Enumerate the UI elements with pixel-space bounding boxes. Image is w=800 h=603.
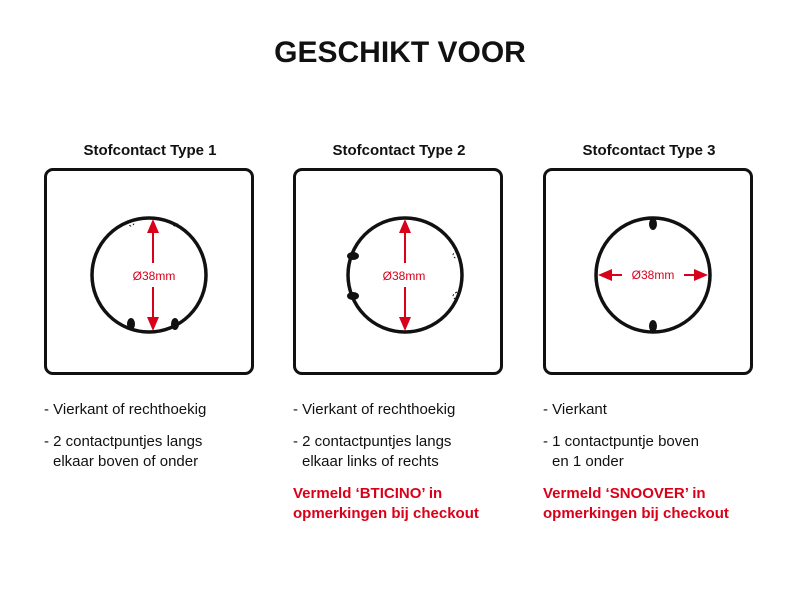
socket-type-2-description bbox=[293, 400, 533, 524]
socket-type-1-description bbox=[44, 400, 284, 484]
socket-type-1-heading: Stofcontact Type 1 bbox=[83, 142, 217, 159]
diameter-label: Ø38mm bbox=[631, 268, 675, 282]
socket-type-3-diagram bbox=[546, 171, 750, 371]
bullet-contacts: - 1 contactpuntje boven en 1 onder bbox=[543, 433, 699, 470]
checkout-note: Vermeld ‘SNOOVER’ in opmerkingen bij checkout bbox=[543, 485, 729, 522]
socket-type-1-card bbox=[44, 142, 264, 470]
socket-plate-diagram bbox=[293, 168, 503, 375]
socket-type-2-card bbox=[293, 142, 513, 522]
socket-plate-diagram bbox=[543, 168, 753, 375]
diameter-label: Ø38mm bbox=[382, 269, 426, 283]
bullet-contacts: - 2 contactpuntjes langs elkaar links of rechts bbox=[293, 433, 452, 470]
bullet-contacts: - 2 contactpuntjes langs elkaar boven of onder bbox=[44, 433, 203, 470]
socket-type-1-diagram bbox=[47, 171, 251, 371]
socket-plate-diagram bbox=[44, 168, 254, 375]
socket-type-2-diagram bbox=[296, 171, 500, 371]
bullet-shape: - Vierkant of rechthoekig bbox=[293, 401, 456, 418]
bullet-shape: - Vierkant of rechthoekig bbox=[44, 401, 207, 418]
socket-type-3-card bbox=[543, 142, 763, 522]
checkout-note: Vermeld ‘BTICINO’ in opmerkingen bij checkout bbox=[293, 485, 479, 522]
socket-type-3-description bbox=[543, 400, 783, 524]
socket-type-3-heading: Stofcontact Type 3 bbox=[582, 142, 716, 159]
diameter-label: Ø38mm bbox=[132, 269, 176, 283]
socket-type-2-heading: Stofcontact Type 2 bbox=[332, 142, 466, 159]
bullet-shape: - Vierkant bbox=[543, 401, 607, 418]
page-title: GESCHIKT VOOR bbox=[274, 36, 526, 69]
